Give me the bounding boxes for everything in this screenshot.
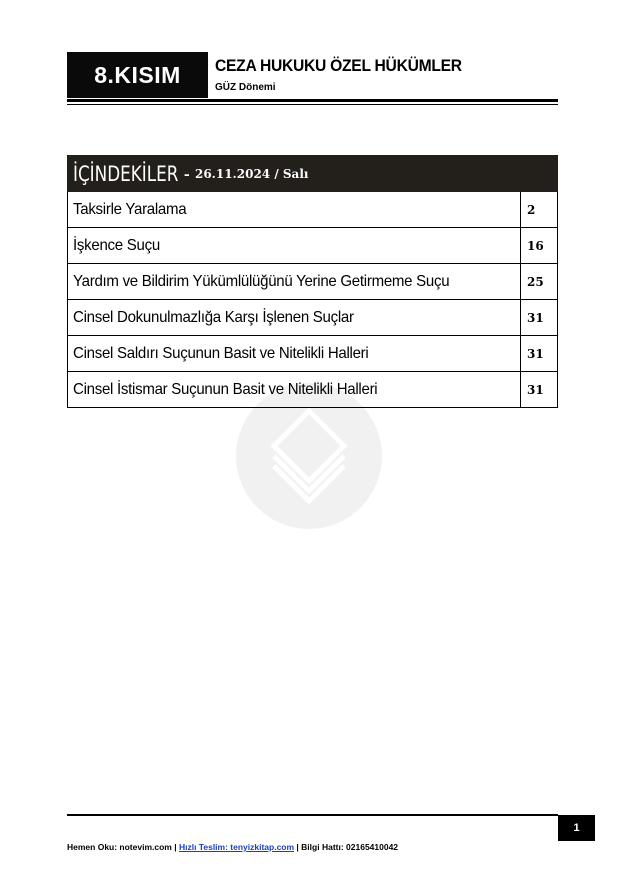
toc-row[interactable]	[68, 372, 557, 408]
footer-text	[67, 842, 398, 852]
toc-item-page: 2	[527, 202, 536, 217]
toc-item-page: 31	[527, 382, 544, 397]
toc-rows	[67, 192, 558, 408]
toc-heading	[67, 155, 558, 192]
toc-item-title: Cinsel Dokunulmazlığa Karşı İşlenen Suçlar	[73, 308, 354, 326]
toc-item-page: 31	[527, 310, 544, 325]
toc-item-title: İşkence Suçu	[73, 236, 160, 254]
footer-separator: |	[294, 842, 302, 852]
header-title: CEZA HUKUKU ÖZEL HÜKÜMLER	[215, 56, 462, 75]
toc-item-title: Taksirle Yaralama	[73, 200, 187, 218]
toc-heading-text: İÇİNDEKİLER -	[73, 161, 190, 186]
header-subtitle: GÜZ Dönemi	[215, 82, 276, 93]
toc-item-title: Yardım ve Bildirim Yükümlülüğünü Yerine Getirmeme Suçu	[73, 272, 450, 290]
header-rule-thick	[67, 99, 558, 102]
table-of-contents	[67, 155, 558, 408]
toc-item-title: Cinsel Saldırı Suçunun Basit ve Nitelikli Halleri	[73, 344, 369, 362]
toc-row[interactable]	[68, 228, 557, 264]
header-rule-thin	[67, 104, 558, 105]
toc-row[interactable]	[68, 336, 557, 372]
page-number: 1	[558, 815, 595, 841]
toc-row[interactable]	[68, 264, 557, 300]
footer-link[interactable]: Hızlı Teslim: tenyizkitap.com	[178, 842, 295, 852]
toc-row[interactable]	[68, 300, 557, 336]
toc-item-page: 31	[527, 346, 544, 361]
toc-item-page: 25	[527, 274, 544, 289]
footer-phone: Bilgi Hattı: 02165410042	[301, 842, 399, 852]
section-badge: 8.KISIM	[67, 52, 208, 98]
footer-site: Hemen Oku: notevim.com	[67, 842, 172, 852]
toc-item-title: Cinsel İstismar Suçunun Basit ve Nitelikli Halleri	[73, 380, 378, 398]
toc-item-page: 16	[527, 238, 544, 253]
toc-date: 26.11.2024 / Salı	[194, 166, 309, 181]
footer-rule	[67, 814, 558, 816]
page-header	[67, 52, 558, 108]
toc-row[interactable]	[68, 192, 557, 228]
footer-separator: |	[171, 842, 179, 852]
